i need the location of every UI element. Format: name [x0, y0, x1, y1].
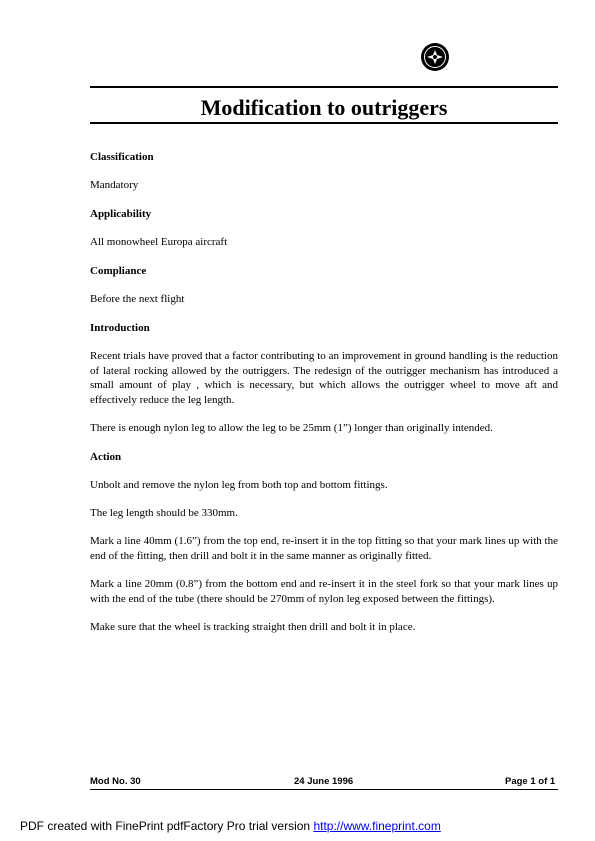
- fineprint-link[interactable]: http://www.fineprint.com: [313, 819, 441, 833]
- classification-text: Mandatory: [90, 179, 139, 191]
- section-heading-applicability: Applicability: [90, 208, 152, 220]
- action-paragraph: Make sure that the wheel is tracking straight then drill and bolt it in place.: [90, 621, 416, 633]
- page-title: Modification to outriggers: [200, 95, 448, 120]
- introduction-paragraph: There is enough nylon leg to allow the leg to be 25mm (1”) longer than originally intended.: [90, 422, 493, 434]
- section-heading-action: Action: [90, 451, 122, 463]
- action-paragraph: The leg length should be 330mm.: [90, 507, 238, 519]
- europa-logo-icon: [420, 42, 450, 72]
- compliance-text: Before the next flight: [90, 293, 185, 305]
- title-top-rule: [90, 86, 558, 88]
- footer-page-number: Page 1 of 1: [505, 776, 556, 787]
- footer-mod-number: Mod No. 30: [90, 776, 141, 787]
- pdf-creation-notice: [20, 818, 441, 834]
- footer-rule: [90, 789, 558, 790]
- section-heading-introduction: Introduction: [90, 322, 150, 334]
- section-heading-compliance: Compliance: [90, 265, 147, 277]
- title-bottom-rule: [90, 122, 558, 124]
- applicability-text: All monowheel Europa aircraft: [90, 236, 228, 248]
- pdf-notice-text: PDF created with FinePrint pdfFactory Pro trial version: [20, 819, 314, 833]
- action-paragraph: Mark a line 20mm (0.8”) from the bottom end and re-insert it in the steel fork so that your mark lines up with the end of the tube (there should be 270mm of nylon leg exposed between the fittings).: [90, 578, 558, 605]
- introduction-paragraph: Recent trials have proved that a factor contributing to an improvement in ground handling is the reduction of lateral rocking allowed by the outriggers. The redesign of the outrigger mechanism has introduced a small amount of play , which is necessary, but which allows the outrigger wheel to move aft and effectively reduce the leg length.: [90, 350, 558, 406]
- action-paragraph: Mark a line 40mm (1.6”) from the top end, re-insert it in the top fitting so that your mark lines up with the end of the fitting, then drill and bolt it in the same manner as originally fitted.: [90, 535, 558, 562]
- footer-date: 24 June 1996: [294, 776, 354, 787]
- section-heading-classification: Classification: [90, 151, 154, 163]
- action-paragraph: Unbolt and remove the nylon leg from both top and bottom fittings.: [90, 479, 388, 491]
